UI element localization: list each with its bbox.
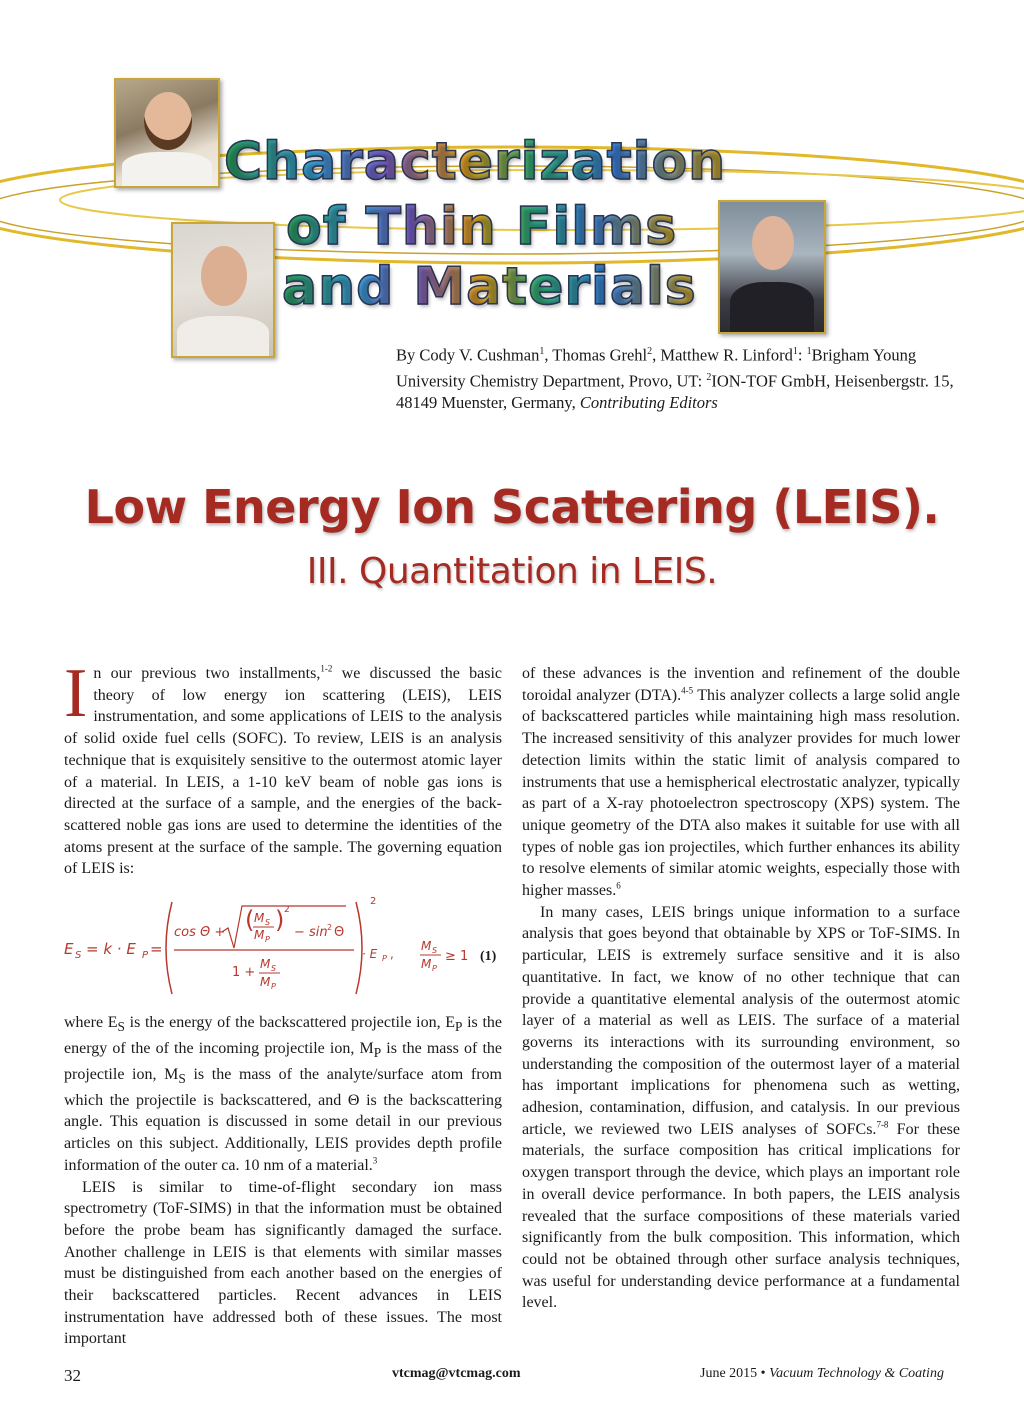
svg-text:M: M: [421, 939, 432, 954]
svg-text:S: S: [75, 950, 82, 962]
svg-text:M: M: [254, 928, 265, 943]
page-number: 32: [64, 1366, 81, 1385]
author-photo-1: [114, 78, 220, 188]
svg-text:E: E: [64, 940, 74, 959]
svg-text:=: =: [150, 940, 163, 959]
svg-text:P: P: [142, 950, 149, 962]
paragraph-tof-sims: LEIS is similar to time-of-flight secondary ion mass spectrometry (ToF-SIMS) in that the information must be obtained before the probe beam has significantly damaged the surface. Another challenge in LEIS is that elements with similar masses must be distinguished from each another based on the energies of their backscattered particles. Recent advances in LEIS instrumentation have addressed both of these issues. The most important: [64, 1178, 502, 1348]
paragraph-variables: where $E_S$ is the energy of the backscattered projectile ion, $E_P$ is the energy of the of the incoming projectile ion, $M_P$ is the mass of the projectile ion, $M_S$ is the mass of the analyte/surface atom from which the projectile is backscattered, and Θ is the backscattering angle. This equation is discussed in some detail in our previous articles on this subject. Additionally, LEIS provides depth profile information of the outer ca. 10 nm of a material.$^3$: [64, 1014, 503, 1174]
footer-email-link[interactable]: vtcmag@vtcmag.com: [392, 1366, 521, 1381]
svg-text:M: M: [260, 975, 271, 990]
leis-equation: [64, 888, 502, 1006]
banner-title-line2: of Thin Films: [286, 197, 678, 257]
svg-text:1 +: 1 +: [232, 965, 256, 981]
svg-text:(: (: [245, 906, 255, 935]
svg-text:Θ: Θ: [334, 925, 345, 941]
svg-text:2: 2: [370, 896, 377, 908]
svg-text:P: P: [271, 982, 276, 992]
svg-text:M: M: [421, 957, 432, 972]
paragraph-dta: of these advances is the invention and refinement of the double toroidal analyzer (DTA).$^{4-5}$ This analyzer collects a large solid angle of backscattered particles while maintaining high mass resolution. The increased sensitivity of this analyzer provides for much lower detection limits within the static limit of analysis compared to instruments that use a hemispherical electrostatic analyzer, typically as part of a X-ray photoelectron spectroscopy (XPS) system. The unique geometry of the DTA also makes it suitable for use with all types of noble gas ion projectiles, which further enhances its ability to resolve elements of similar atomic weights, especially those with higher masses.$^6$: [522, 665, 961, 900]
footer-issue: June 2015 • Vacuum Technology & Coating: [700, 1366, 944, 1381]
svg-text:S: S: [271, 964, 277, 974]
svg-text:= k · E: = k · E: [86, 940, 136, 959]
drop-cap: I: [64, 655, 88, 732]
article-title: Low Energy Ion Scattering (LEIS).: [84, 480, 940, 534]
svg-text:2: 2: [327, 923, 333, 933]
svg-text:· E: · E: [362, 947, 378, 962]
author-photo-3: [718, 200, 826, 334]
svg-text:S: S: [265, 918, 271, 928]
banner-title-line1: Characterization: [224, 132, 727, 192]
svg-text:− sin: − sin: [294, 925, 328, 941]
header-banner: [0, 0, 1024, 360]
svg-text:,: ,: [390, 947, 394, 962]
svg-text:≥ 1: ≥ 1: [445, 949, 469, 965]
svg-text:S: S: [432, 946, 438, 956]
svg-text:M: M: [254, 911, 265, 926]
svg-text:(1): (1): [480, 949, 497, 965]
svg-text:M: M: [260, 957, 271, 972]
svg-text:cos Θ +: cos Θ +: [174, 925, 226, 941]
banner-title-line3: and Materials: [282, 257, 697, 317]
svg-text:P: P: [432, 964, 437, 974]
author-photo-2: [171, 222, 275, 358]
article-subtitle: III. Quantitation in LEIS.: [306, 551, 718, 592]
svg-text:P: P: [382, 954, 387, 964]
left-column: [64, 655, 503, 1350]
paragraph-unique-info: In many cases, LEIS brings unique information to a surface analysis that goes beyond that obtainable by XPS or ToF-SIMS. In particular, LEIS is extremely surface sensitive and it is also quantitative. In fact, we know of no other technique that can provide a quantitative elemental analysis of the outermost atomic layer of a material as well as LEIS. The surface of a material governs its interactions with its surrounding environment, so understanding the composition of the outermost layer of a material has important implications for phenomena such as wetting, adhesion, contamination, diffusion, and catalysis. In our previous article, we reviewed two LEIS analyses of SOFCs.$^{7-8}$ For these materials, the surface composition has critical implications for oxygen transport through the device, which plays an important role in overall device performance. In both papers, the LEIS analysis revealed that the surface compositions of these materials varied significantly from the bulk composition. This information, which could not be obtained through other surface analysis techniques, was useful for understanding device performance at a fundamental level.: [522, 903, 961, 1312]
right-column: [522, 663, 960, 1314]
svg-text:P: P: [265, 935, 270, 945]
paragraph-intro: In our previous two installments,$^{1-2}$ we discussed the basic theory of low energy ion scattering (LEIS), LEIS instrumentation, and some applications of LEIS to the analysis of solid oxide fuel cells (SOFC). To review, LEIS is an analysis technique that is exquisitely sensitive to the outermost atomic layer of a material. In LEIS, a 1-10 keV beam of noble gas ions is directed at the surface of a sample, and the energies of the back-scattered noble gas ions are used to determine the identities of the atoms present at the surface of the sample. The governing equation of LEIS is:: [64, 655, 502, 878]
svg-text:2: 2: [284, 905, 290, 916]
svg-text:): ): [275, 906, 285, 935]
author-byline: By Cody V. Cushman$^1$, Thomas Grehl$^2$, Matthew R. Linford$^1$: $^1$Brigham Young University Chemistry Department, Provo, UT: $^2$ION-TOF GmbH, Heisenbergstr. 15, 48149 Muenster, Germany, Contributing Editors: [396, 345, 954, 412]
